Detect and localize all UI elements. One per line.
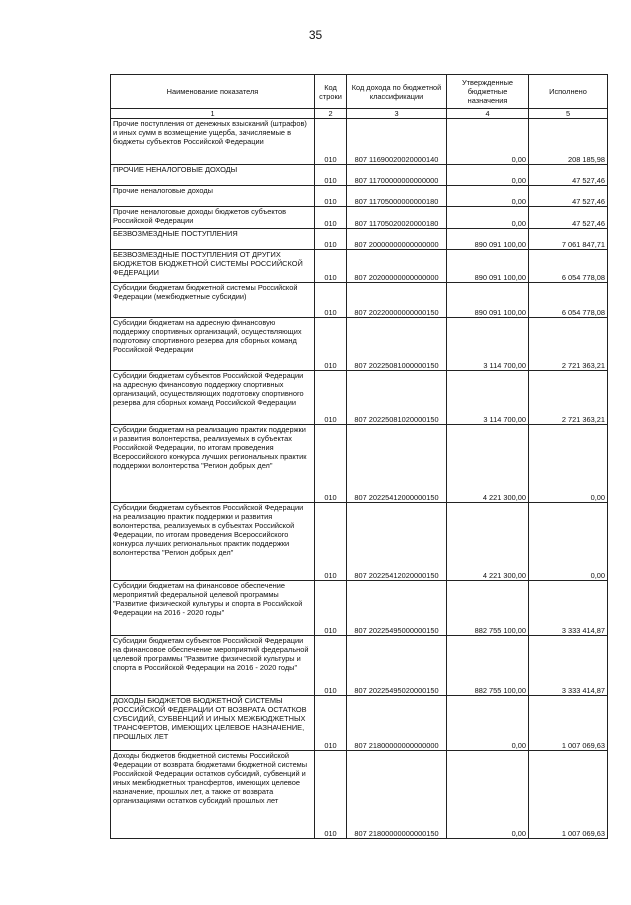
row-income-code: 807 20000000000000000 bbox=[347, 229, 447, 250]
row-executed: 47 527,46 bbox=[529, 165, 608, 186]
revenue-table bbox=[110, 74, 608, 839]
row-approved: 0,00 bbox=[447, 207, 529, 229]
row-line-code: 010 bbox=[315, 250, 347, 283]
row-approved: 3 114 700,00 bbox=[447, 318, 529, 371]
row-line-code: 010 bbox=[315, 119, 347, 165]
row-name: БЕЗВОЗМЕЗДНЫЕ ПОСТУПЛЕНИЯ bbox=[111, 229, 315, 250]
row-line-code: 010 bbox=[315, 751, 347, 839]
row-income-code: 807 20225081000000150 bbox=[347, 318, 447, 371]
row-line-code: 010 bbox=[315, 581, 347, 636]
row-approved: 882 755 100,00 bbox=[447, 581, 529, 636]
row-line-code: 010 bbox=[315, 229, 347, 250]
row-line-code: 010 bbox=[315, 318, 347, 371]
row-income-code: 807 20225412020000150 bbox=[347, 503, 447, 581]
row-line-code: 010 bbox=[315, 636, 347, 696]
row-name: Субсидии бюджетам бюджетной системы Российской Федерации (межбюджетные субсидии) bbox=[111, 283, 315, 318]
row-line-code: 010 bbox=[315, 207, 347, 229]
header-row bbox=[111, 75, 608, 109]
row-approved: 4 221 300,00 bbox=[447, 425, 529, 503]
header-executed: Исполнено bbox=[529, 75, 608, 109]
row-approved: 882 755 100,00 bbox=[447, 636, 529, 696]
row-name: Субсидии бюджетам на адресную финансовую поддержку спортивных организаций, осуществляющих подготовку спортивного резерва для сборных команд Российской Федерации bbox=[111, 318, 315, 371]
row-line-code: 010 bbox=[315, 186, 347, 207]
row-income-code: 807 11700000000000000 bbox=[347, 165, 447, 186]
row-name: Прочие неналоговые доходы bbox=[111, 186, 315, 207]
row-approved: 0,00 bbox=[447, 165, 529, 186]
row-executed: 2 721 363,21 bbox=[529, 371, 608, 425]
row-executed: 6 054 778,08 bbox=[529, 250, 608, 283]
row-line-code: 010 bbox=[315, 425, 347, 503]
header-name: Наименование показателя bbox=[111, 75, 315, 109]
row-income-code: 807 20220000000000150 bbox=[347, 283, 447, 318]
header-line-code: Код строки bbox=[315, 75, 347, 109]
row-executed: 3 333 414,87 bbox=[529, 581, 608, 636]
row-approved: 890 091 100,00 bbox=[447, 229, 529, 250]
row-income-code: 807 21800000000000150 bbox=[347, 751, 447, 839]
row-executed: 0,00 bbox=[529, 503, 608, 581]
row-income-code: 807 20225412000000150 bbox=[347, 425, 447, 503]
row-line-code: 010 bbox=[315, 503, 347, 581]
row-executed: 2 721 363,21 bbox=[529, 318, 608, 371]
column-number: 3 bbox=[347, 109, 447, 119]
table-row bbox=[111, 503, 608, 581]
table-row bbox=[111, 318, 608, 371]
page-number: 35 bbox=[308, 28, 323, 42]
row-name: Субсидии бюджетам субъектов Российской Федерации на адресную финансовую поддержку спортивных организаций, осуществляющих подготовку спортивного резерва для сборных команд Российской Федерации bbox=[111, 371, 315, 425]
row-name: Субсидии бюджетам субъектов Российской Федерации на реализацию практик поддержки и развития волонтерства, реализуемых в субъектах Российской Федерации, по итогам проведения Всероссийского конкурса лучших региональных практик поддержки волонтерства "Регион добрых дел" bbox=[111, 503, 315, 581]
row-executed: 208 185,98 bbox=[529, 119, 608, 165]
column-number: 4 bbox=[447, 109, 529, 119]
table-row bbox=[111, 186, 608, 207]
row-name: Субсидии бюджетам на финансовое обеспечение мероприятий федеральной целевой программы "Развитие физической культуры и спорта в Российской Федерации на 2016 - 2020 годы" bbox=[111, 581, 315, 636]
row-approved: 0,00 bbox=[447, 696, 529, 751]
row-approved: 890 091 100,00 bbox=[447, 250, 529, 283]
row-income-code: 807 11690020020000140 bbox=[347, 119, 447, 165]
table-row bbox=[111, 250, 608, 283]
table-row bbox=[111, 751, 608, 839]
row-executed: 47 527,46 bbox=[529, 207, 608, 229]
row-executed: 1 007 069,63 bbox=[529, 696, 608, 751]
row-executed: 3 333 414,87 bbox=[529, 636, 608, 696]
table-row bbox=[111, 207, 608, 229]
row-approved: 890 091 100,00 bbox=[447, 283, 529, 318]
row-name: Прочие неналоговые доходы бюджетов субъектов Российской Федерации bbox=[111, 207, 315, 229]
row-name: ПРОЧИЕ НЕНАЛОГОВЫЕ ДОХОДЫ bbox=[111, 165, 315, 186]
column-number-row bbox=[111, 109, 608, 119]
row-line-code: 010 bbox=[315, 283, 347, 318]
header-approved: Утвержденные бюджетные назначения bbox=[447, 75, 529, 109]
row-line-code: 010 bbox=[315, 165, 347, 186]
row-approved: 0,00 bbox=[447, 119, 529, 165]
table-row bbox=[111, 283, 608, 318]
column-number: 5 bbox=[529, 109, 608, 119]
row-approved: 0,00 bbox=[447, 751, 529, 839]
row-income-code: 807 20225495000000150 bbox=[347, 581, 447, 636]
row-approved: 0,00 bbox=[447, 186, 529, 207]
row-name: ДОХОДЫ БЮДЖЕТОВ БЮДЖЕТНОЙ СИСТЕМЫ РОССИЙСКОЙ ФЕДЕРАЦИИ ОТ ВОЗВРАТА ОСТАТКОВ СУБСИДИЙ, СУБВЕНЦИЙ И ИНЫХ МЕЖБЮДЖЕТНЫХ ТРАНСФЕРТОВ, ИМЕЮЩИХ ЦЕЛЕВОЕ НАЗНАЧЕНИЕ, ПРОШЛЫХ ЛЕТ bbox=[111, 696, 315, 751]
column-number: 2 bbox=[315, 109, 347, 119]
row-name: Субсидии бюджетам субъектов Российской Федерации на финансовое обеспечение мероприятий федеральной целевой программы "Развитие физической культуры и спорта в Российской Федерации на 2016 - 2020 годы" bbox=[111, 636, 315, 696]
row-income-code: 807 20200000000000000 bbox=[347, 250, 447, 283]
header-income-code: Код дохода по бюджетной классификации bbox=[347, 75, 447, 109]
row-name: Прочие поступления от денежных взысканий (штрафов) и иных сумм в возмещение ущерба, зачисляемые в бюджеты субъектов Российской Федерации bbox=[111, 119, 315, 165]
row-income-code: 807 11705020020000180 bbox=[347, 207, 447, 229]
row-line-code: 010 bbox=[315, 696, 347, 751]
row-income-code: 807 11705000000000180 bbox=[347, 186, 447, 207]
row-executed: 0,00 bbox=[529, 425, 608, 503]
row-executed: 7 061 847,71 bbox=[529, 229, 608, 250]
row-name: Субсидии бюджетам на реализацию практик поддержки и развития волонтерства, реализуемых в субъектах Российской Федерации, по итогам проведения Всероссийского конкурса лучших региональных практик поддержки волонтерства "Регион добрых дел" bbox=[111, 425, 315, 503]
table-row bbox=[111, 229, 608, 250]
row-line-code: 010 bbox=[315, 371, 347, 425]
row-name: БЕЗВОЗМЕЗДНЫЕ ПОСТУПЛЕНИЯ ОТ ДРУГИХ БЮДЖЕТОВ БЮДЖЕТНОЙ СИСТЕМЫ РОССИЙСКОЙ ФЕДЕРАЦИИ bbox=[111, 250, 315, 283]
column-number: 1 bbox=[111, 109, 315, 119]
row-executed: 1 007 069,63 bbox=[529, 751, 608, 839]
table-row bbox=[111, 425, 608, 503]
row-approved: 3 114 700,00 bbox=[447, 371, 529, 425]
row-name: Доходы бюджетов бюджетной системы Российской Федерации от возврата бюджетами бюджетной системы Российской Федерации остатков субсидий, субвенций и иных межбюджетных трансфертов, имеющих целевое назначение, прошлых лет, а также от возврата организациями остатков субсидий прошлых лет bbox=[111, 751, 315, 839]
row-income-code: 807 21800000000000000 bbox=[347, 696, 447, 751]
table-row bbox=[111, 696, 608, 751]
row-approved: 4 221 300,00 bbox=[447, 503, 529, 581]
row-income-code: 807 20225495020000150 bbox=[347, 636, 447, 696]
table-row bbox=[111, 119, 608, 165]
table-row bbox=[111, 371, 608, 425]
table-row bbox=[111, 636, 608, 696]
row-executed: 47 527,46 bbox=[529, 186, 608, 207]
table-row bbox=[111, 581, 608, 636]
row-executed: 6 054 778,08 bbox=[529, 283, 608, 318]
table-row bbox=[111, 165, 608, 186]
row-income-code: 807 20225081020000150 bbox=[347, 371, 447, 425]
